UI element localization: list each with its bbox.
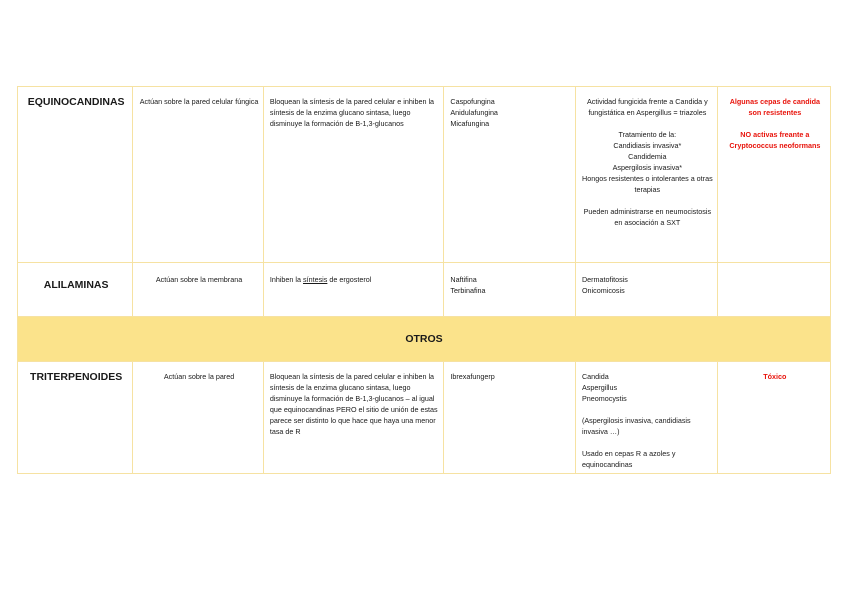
drug-name: Ibrexafungerp [450, 372, 495, 381]
indication-detail: (Aspergilosis invasiva, candidiasis invasiva …) [581, 416, 691, 436]
toxicity-note: Tóxico [763, 372, 787, 381]
mechanism-cell: Actúan sobre la pared [133, 362, 264, 474]
drug-name: Terbinafina [450, 286, 486, 295]
section-row [18, 317, 831, 362]
drugs-cell [444, 263, 576, 317]
notes-cell [717, 87, 830, 263]
action-cell [263, 263, 444, 317]
notes-cell [717, 362, 830, 474]
usage-note: Usado en cepas R a azoles y equinocandinas [581, 449, 676, 469]
administration-note: Pueden administrarse en neumocistosis en asociación a SXT [583, 207, 712, 227]
treatment-item: Aspergilosis invasiva* [612, 163, 683, 172]
drugs-cell [444, 87, 576, 263]
action-suffix: de ergosterol [327, 275, 372, 284]
resistance-note: Algunas cepas de candida son resistentes [729, 97, 820, 117]
table-row [18, 362, 831, 474]
treatment-item: Candidiasis invasiva* [613, 141, 682, 150]
treatment-item: Candidemia [628, 152, 667, 161]
group-name: TRITERPENOIDES [18, 362, 133, 474]
section-header: OTROS [18, 317, 831, 362]
indication-item: Dermatofitosis [581, 275, 628, 284]
group-name: ALILAMINAS [18, 263, 133, 317]
indications-cell [575, 263, 717, 317]
table-row [18, 87, 831, 263]
notes-cell [717, 263, 830, 317]
action-cell: Bloquean la síntesis de la pared celular e inhiben la síntesis de la enzima glucano sintasa, luego disminuye la formación de B-1,3-glucanos – al igual que equinocandinas PERO el sitio de unión de estas parece ser distinto lo que hace que haya una menor tasa de R [263, 362, 444, 474]
mechanism-cell: Actúan sobre la membrana [133, 263, 264, 317]
organism-item: Candida [581, 372, 609, 381]
indications-cell [575, 362, 717, 474]
indications-cell [575, 87, 717, 263]
drug-name: Caspofungina [450, 97, 495, 106]
organism-item: Pneomocystis [581, 394, 627, 403]
activity-text: Actividad fungicida frente a Candida y fungistática en Aspergillus = triazoles [587, 97, 708, 117]
mechanism-cell: Actúan sobre la pared celular fúngica [133, 87, 264, 263]
drug-name: Naftifina [450, 275, 477, 284]
treatment-item: Hongos resistentes o intolerantes a otras terapias [582, 174, 713, 194]
action-underlined: síntesis [303, 275, 328, 284]
action-cell: Bloquean la síntesis de la pared celular e inhiben la síntesis de la enzima glucano sintasa, luego disminuye la formación de B-1,3-glucanos [263, 87, 444, 263]
organism-item: Aspergillus [581, 383, 618, 392]
action-prefix: Inhiben la [269, 275, 303, 284]
antifungal-table [17, 86, 831, 474]
drugs-cell [444, 362, 576, 474]
drug-name: Anidulafungina [450, 108, 498, 117]
group-name: EQUINOCANDINAS [18, 87, 133, 263]
treatment-heading: Tratamiento de la: [618, 130, 677, 139]
indication-item: Onicomicosis [581, 286, 625, 295]
activity-warning: NO activas freante a Cryptococcus neoformans [729, 130, 821, 150]
drug-name: Micafungina [450, 119, 490, 128]
table-row [18, 263, 831, 317]
